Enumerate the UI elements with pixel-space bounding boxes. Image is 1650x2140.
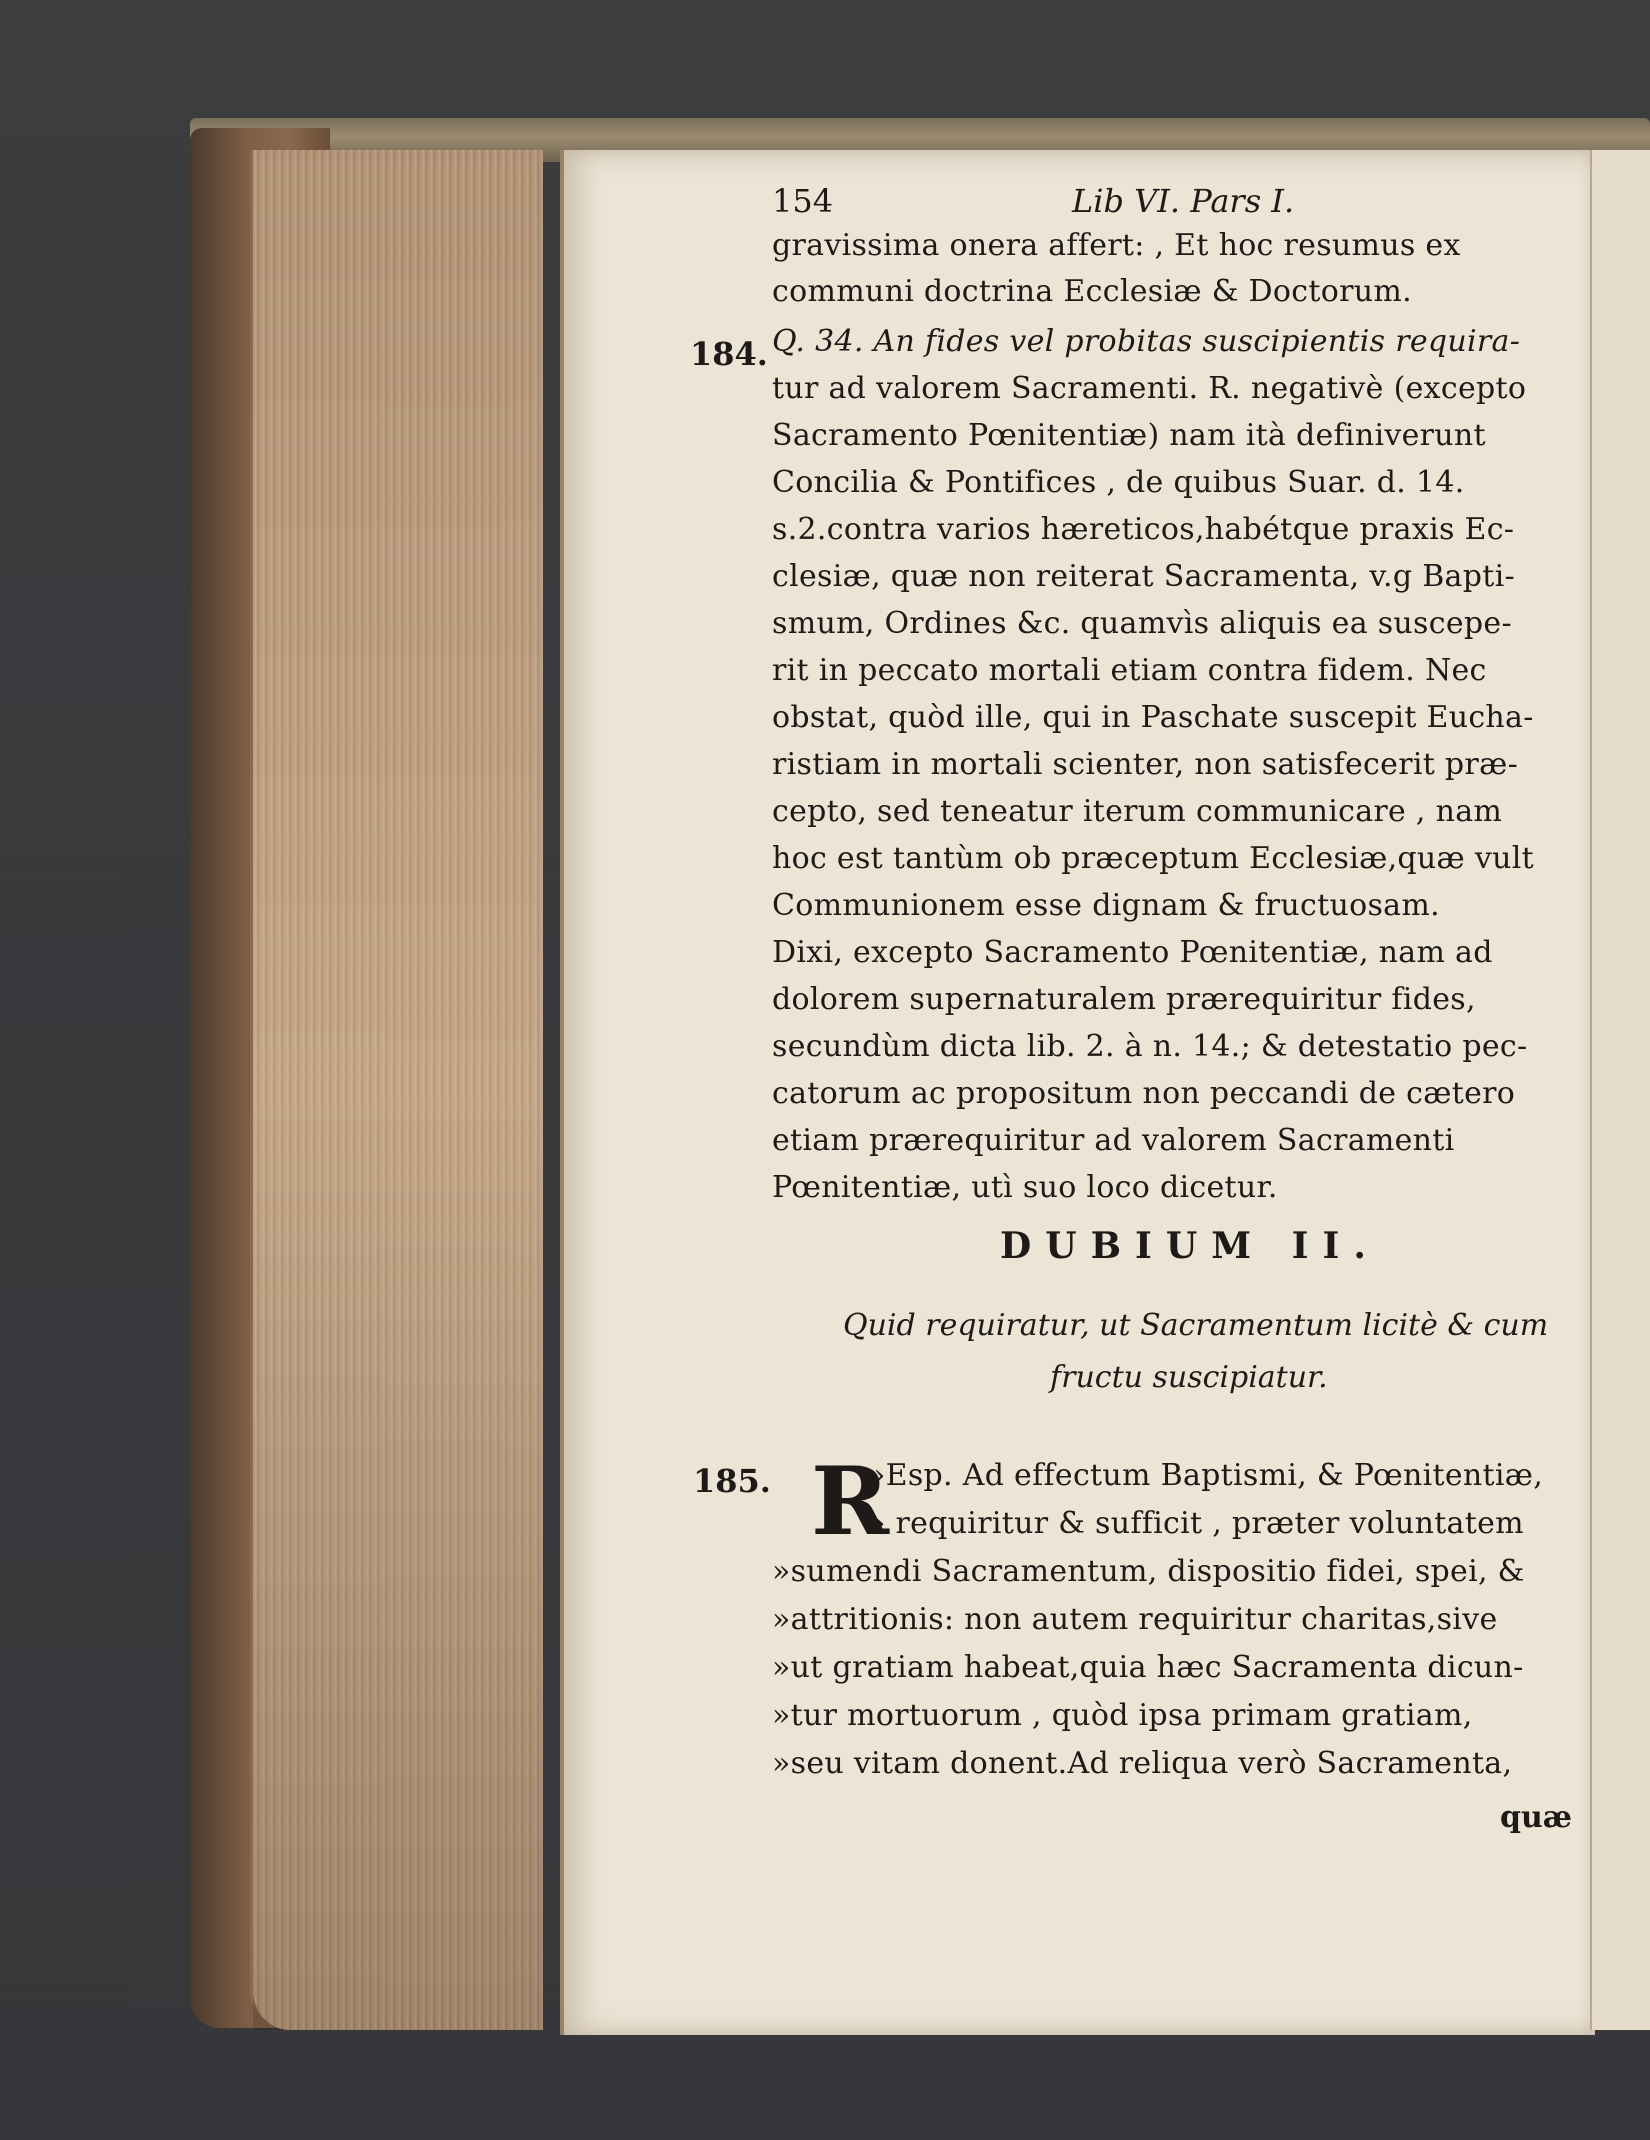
- drop-cap: R: [811, 1447, 890, 1557]
- page-fore-edge: [250, 150, 543, 2030]
- text-line: Pœnitentiæ, utì suo loco dicetur.: [772, 1170, 1278, 1205]
- text-line: secundùm dicta lib. 2. à n. 14.; & detestatio pec-: [772, 1029, 1528, 1064]
- text-line: dolorem supernaturalem prærequiritur fides,: [772, 982, 1476, 1017]
- section-subheading-line: Quid requiratur, ut Sacramentum licitè & cum: [843, 1308, 1549, 1343]
- text-line: etiam prærequiritur ad valorem Sacramenti: [772, 1123, 1455, 1158]
- text-line: Communionem esse dignam & fructuosam.: [772, 888, 1440, 923]
- text-line: tur ad valorem Sacramenti. R. negativè (excepto: [772, 371, 1527, 406]
- text-line: catorum ac propositum non peccandi de cætero: [772, 1076, 1516, 1111]
- text-line: » requiritur & sufficit , præter voluntatem: [867, 1506, 1524, 1541]
- text-line: clesiæ, quæ non reiterat Sacramenta, v.g Bapti-: [772, 559, 1515, 594]
- text-line: Q. 34. An fides vel probitas suscipientis requira-: [772, 324, 1521, 359]
- text-line: »sumendi Sacramentum, dispositio fidei, spei, &: [772, 1554, 1525, 1589]
- text-line: cepto, sed teneatur iterum communicare , nam: [772, 794, 1503, 829]
- running-header: [772, 182, 1372, 222]
- running-title: Lib VI. Pars I.: [1072, 182, 1295, 220]
- text-line: smum, Ordines &c. quamvìs aliquis ea suscepe-: [772, 606, 1512, 641]
- text-line: Sacramento Pœnitentiæ) nam ità definiverunt: [772, 418, 1486, 453]
- text-line: Dixi, excepto Sacramento Pœnitentiæ, nam ad: [772, 935, 1493, 970]
- facing-page-edge: [1590, 150, 1650, 2030]
- paragraph-number: 184.: [690, 335, 768, 373]
- text-line: s.2.contra varios hæreticos,habétque praxis Ec-: [772, 512, 1515, 547]
- text-line: obstat, quòd ille, qui in Paschate suscepit Eucha-: [772, 700, 1534, 735]
- paragraph-number: 185.: [693, 1462, 771, 1500]
- page-gutter: [560, 150, 564, 2035]
- text-line: rit in peccato mortali etiam contra fidem. Nec: [772, 653, 1487, 688]
- text-line: »seu vitam donent.Ad reliqua verò Sacramenta,: [772, 1746, 1513, 1781]
- page-number: 154: [772, 182, 834, 220]
- text-line: »tur mortuorum , quòd ipsa primam gratiam,: [772, 1698, 1473, 1733]
- text-line: ristiam in mortali scienter, non satisfecerit præ-: [772, 747, 1519, 782]
- text-line: »Esp. Ad effectum Baptismi, & Pœnitentiæ,: [867, 1458, 1544, 1493]
- section-heading: DUBIUM II.: [1000, 1225, 1380, 1267]
- section-subheading-line: fructu suscipiatur.: [1050, 1360, 1328, 1395]
- text-line: communi doctrina Ecclesiæ & Doctorum.: [772, 274, 1412, 309]
- text-line: »ut gratiam habeat,quia hæc Sacramenta dicun-: [772, 1650, 1524, 1685]
- text-line: hoc est tantùm ob præceptum Ecclesiæ,quæ vult: [772, 841, 1535, 876]
- text-line: Concilia & Pontifices , de quibus Suar. d. 14.: [772, 465, 1465, 500]
- text-line: gravissima onera affert: , Et hoc resumus ex: [772, 228, 1461, 263]
- catchword: quæ: [1500, 1800, 1573, 1835]
- text-line: »attritionis: non autem requiritur charitas,sive: [772, 1602, 1498, 1637]
